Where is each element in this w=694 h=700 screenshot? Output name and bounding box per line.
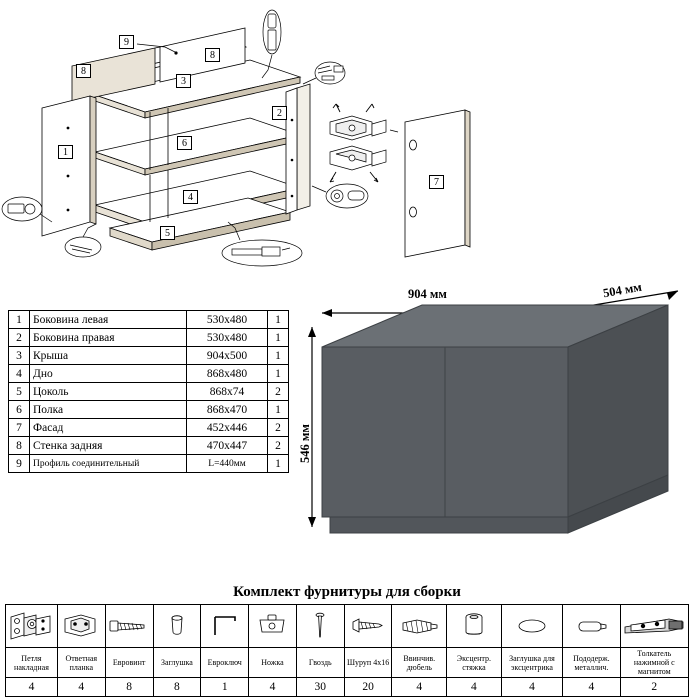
kit-item-count: 4 [501,678,562,697]
part-name: Профиль соединительный [30,455,187,473]
kit-item-name: Толкатель нажимной с магнитом [620,648,688,678]
part-name: Крыша [30,347,187,365]
euro-key-icon [201,605,249,648]
shelf-support-icon [563,605,620,648]
table-row [9,383,289,401]
kit-item-name: Шуруп 4х16 [344,648,392,678]
part-size: 868x480 [187,365,268,383]
kit-item-count: 1 [201,678,249,697]
kit-item-count: 4 [392,678,447,697]
kit-item-name: Пододерж. металлич. [563,648,620,678]
callout-4: 4 [183,190,198,204]
part-qty: 1 [268,455,289,473]
parts-table [8,310,289,473]
kit-item-name: Гвоздь [296,648,344,678]
callout-9: 9 [119,35,134,49]
exploded-assembly-diagram [0,0,694,288]
kit-item-count: 4 [57,678,105,697]
table-row [9,401,289,419]
cam-lock-icon [447,605,502,648]
kit-item-count: 20 [344,678,392,697]
kit-item-name: Петля накладная [6,648,58,678]
part-size: 470x447 [187,437,268,455]
cabinet-3d-view [298,279,690,555]
callout-1: 1 [58,145,73,159]
kit-item-name: Ответная планка [57,648,105,678]
cabinet-depth-label: 504 мм [601,279,643,301]
kit-item-name: Эксцентр. стяжка [447,648,502,678]
part-number: 9 [9,455,30,473]
nail-icon [296,605,344,648]
part-size: 530x480 [187,329,268,347]
part-qty: 2 [268,437,289,455]
table-row [9,419,289,437]
table-row [9,455,289,473]
hardware-kit-table [5,604,689,697]
part-qty: 1 [268,311,289,329]
kit-item-count: 4 [563,678,620,697]
part-number: 4 [9,365,30,383]
kit-item-name: Ножка [249,648,297,678]
kit-item-count: 30 [296,678,344,697]
part-name: Боковина правая [30,329,187,347]
callout-8-left: 8 [76,64,91,78]
cam-cap-icon [501,605,562,648]
callout-7: 7 [429,175,444,189]
callout-8-right: 8 [205,48,220,62]
part-size: 868x470 [187,401,268,419]
table-row [9,329,289,347]
euro-screw-icon [105,605,153,648]
part-qty: 1 [268,401,289,419]
part-number: 5 [9,383,30,401]
dowel-icon [392,605,447,648]
kit-item-name: Евроключ [201,648,249,678]
part-name: Дно [30,365,187,383]
kit-item-count: 8 [105,678,153,697]
kit-item-name: Заглушка для эксцентрика [501,648,562,678]
part-qty: 2 [268,383,289,401]
cabinet-height-label: 546 мм [298,424,312,463]
callout-6: 6 [177,136,192,150]
kit-item-count: 4 [6,678,58,697]
callout-3: 3 [176,74,191,88]
hinge-overlay-icon [6,605,58,648]
part-name: Боковина левая [30,311,187,329]
part-qty: 1 [268,365,289,383]
magnetic-catch-icon [620,605,688,648]
kit-icons-row [6,605,689,648]
part-number: 3 [9,347,30,365]
part-size: 530x480 [187,311,268,329]
kit-item-count: 4 [249,678,297,697]
table-row [9,347,289,365]
part-number: 1 [9,311,30,329]
part-name: Полка [30,401,187,419]
table-row [9,311,289,329]
kit-item-count: 8 [153,678,201,697]
part-size: 904x500 [187,347,268,365]
callout-5: 5 [160,226,175,240]
part-size: 868x74 [187,383,268,401]
part-number: 7 [9,419,30,437]
part-qty: 2 [268,419,289,437]
part-name: Фасад [30,419,187,437]
table-row [9,437,289,455]
table-row [9,365,289,383]
kit-item-name: Ввинчив. дюбель [392,648,447,678]
callout-2: 2 [272,106,287,120]
exploded-diagram-svg [0,0,694,288]
part-name: Стенка задняя [30,437,187,455]
kit-item-name: Евровинт [105,648,153,678]
kit-counts-row [6,678,689,697]
part-qty: 1 [268,329,289,347]
part-name: Цоколь [30,383,187,401]
kit-names-row [6,648,689,678]
screw-icon [344,605,392,648]
hardware-kit-title: Комплект фурнитуры для сборки [233,584,461,600]
cabinet-width-label: 904 мм [408,287,447,301]
foot-icon [249,605,297,648]
part-qty: 1 [268,347,289,365]
part-size: 452x446 [187,419,268,437]
kit-item-count: 2 [620,678,688,697]
kit-item-name: Заглушка [153,648,201,678]
part-size: L=440мм [187,455,268,473]
part-number: 2 [9,329,30,347]
kit-item-count: 4 [447,678,502,697]
cabinet-svg [300,285,690,555]
part-number: 6 [9,401,30,419]
mounting-plate-icon [57,605,105,648]
cap-plug-icon [153,605,201,648]
part-number: 8 [9,437,30,455]
